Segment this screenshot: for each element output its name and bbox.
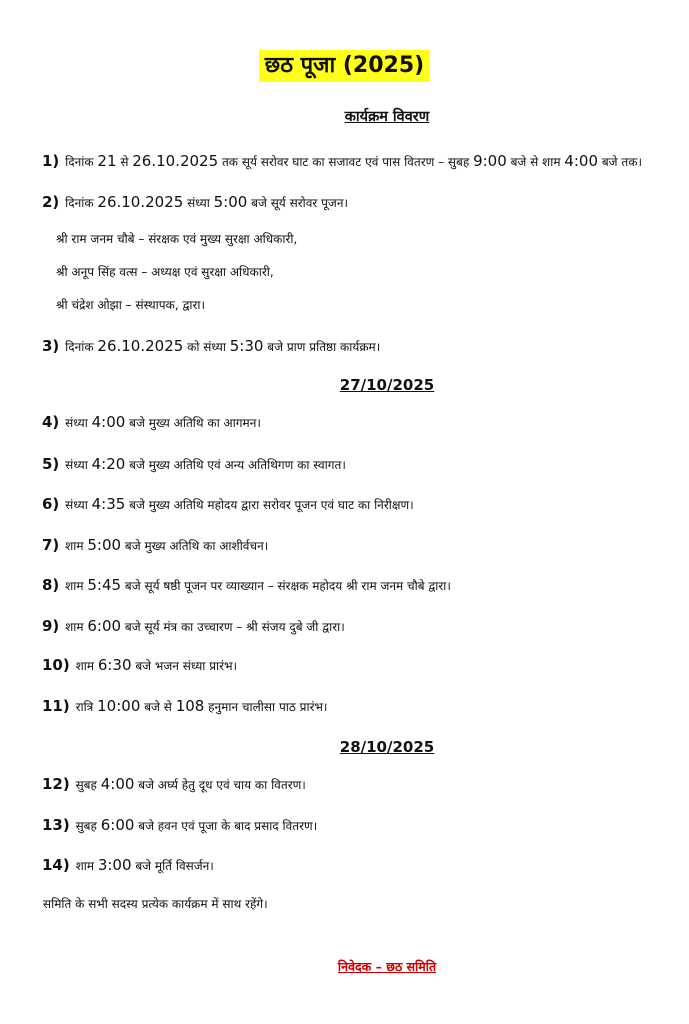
item-text: शाम: [65, 539, 88, 553]
item-text: संध्या: [65, 498, 92, 512]
item-value: 4:00: [91, 413, 126, 431]
list-item-2: [42, 193, 348, 212]
item-text: सुबह: [75, 819, 101, 833]
item-number: 1): [42, 152, 60, 170]
item-number: 10): [42, 656, 70, 674]
item-value: 4:00: [564, 152, 599, 170]
item-text: शाम: [75, 659, 98, 673]
list-item-1: [42, 152, 642, 171]
item-number: 9): [42, 617, 60, 635]
item-number: 2): [42, 193, 60, 211]
date-heading: 27/10/2025: [339, 376, 435, 394]
item-text: शाम: [65, 579, 88, 593]
item-text: बजे हवन एवं पूजा के बाद प्रसाद वितरण।: [134, 819, 318, 833]
item-value: 26.10.2025: [97, 337, 184, 355]
item-text: संध्या: [65, 416, 92, 430]
list-item-9: [42, 617, 345, 636]
item-text: तक सूर्य सरोवर घाट का सजावट एवं पास वितरण – सुबह: [218, 155, 474, 169]
item-number: 14): [42, 856, 70, 874]
item-text: दिनांक: [65, 196, 98, 210]
item-text: बजे सूर्य षष्ठी पूजन पर व्याख्यान – संरक्षक महोदय श्री राम जनम चौबे द्वारा।: [121, 579, 451, 593]
list-item-12: [42, 775, 306, 794]
title-container: [0, 50, 689, 82]
item-text: बजे मूर्ति विसर्जन।: [131, 859, 214, 873]
item-number: 13): [42, 816, 70, 834]
item-number: 12): [42, 775, 70, 793]
item-text: बजे मुख्य अतिथि का आगमन।: [125, 416, 261, 430]
item-value: 26.10.2025: [97, 193, 184, 211]
item-text: हनुमान चालीसा पाठ प्रारंभ।: [204, 700, 328, 714]
item-value: 4:35: [91, 495, 126, 513]
item-text: बजे सूर्य सरोवर पूजन।: [247, 196, 349, 210]
item-text: बजे से: [140, 700, 176, 714]
item-text: बजे अर्घ्य हेतु दूध एवं चाय का वितरण।: [134, 778, 306, 792]
item-value: 5:00: [213, 193, 248, 211]
list-item-3: [42, 337, 380, 356]
item-value: 6:00: [100, 816, 135, 834]
list-item-6: [42, 495, 414, 514]
list-item-4: [42, 413, 261, 432]
item-text: शाम: [75, 859, 98, 873]
item-number: 7): [42, 536, 60, 554]
page-subtitle: कार्यक्रम विवरण: [344, 109, 430, 125]
item-value: 21: [97, 152, 117, 170]
item-text: से: [116, 155, 133, 169]
item-number: 4): [42, 413, 60, 431]
official-line-3: श्री चंद्रेश ओझा – संस्थापक, द्वारा।: [56, 298, 206, 312]
item-text: बजे तक।: [598, 155, 643, 169]
list-item-10: [42, 656, 237, 675]
item-number: 6): [42, 495, 60, 513]
item-number: 11): [42, 697, 70, 715]
list-item-8: [42, 576, 451, 595]
list-item-14: [42, 856, 214, 875]
item-text: दिनांक: [65, 340, 98, 354]
committee-note: समिति के सभी सदस्य प्रत्येक कार्यक्रम में साथ रहेंगे।: [43, 897, 268, 911]
item-text: बजे मुख्य अतिथि महोदय द्वारा सरोवर पूजन एवं घाट का निरीक्षण।: [125, 498, 414, 512]
item-text: दिनांक: [65, 155, 98, 169]
item-text: बजे से शाम: [506, 155, 565, 169]
item-text: बजे भजन संध्या प्रारंभ।: [131, 659, 238, 673]
footer-signature: निवेदक – छठ समिति: [337, 959, 437, 974]
page-title: छठ पूजा (2025): [259, 50, 430, 82]
item-value: 9:00: [473, 152, 507, 170]
item-text: संध्या: [183, 196, 214, 210]
item-value: 6:30: [97, 656, 132, 674]
item-text: संध्या: [65, 458, 92, 472]
item-value: 6:00: [87, 617, 122, 635]
item-text: रात्रि: [75, 700, 98, 714]
item-value: 108: [175, 697, 205, 715]
item-text: बजे प्राण प्रतिष्ठा कार्यक्रम।: [263, 340, 381, 354]
official-line-2: श्री अनूप सिंह वत्स – अध्यक्ष एवं सुरक्षा अधिकारी,: [56, 265, 274, 279]
item-value: 4:00: [100, 775, 135, 793]
list-item-13: [42, 816, 317, 835]
item-value: 5:30: [229, 337, 264, 355]
item-text: सुबह: [75, 778, 101, 792]
date-heading: 28/10/2025: [339, 738, 435, 756]
item-text: बजे मुख्य अतिथि एवं अन्य अतिथिगण का स्वागत।: [125, 458, 346, 472]
list-item-11: [42, 697, 327, 716]
item-text: बजे सूर्य मंत्र का उच्चारण – श्री संजय दुबे जी द्वारा।: [121, 620, 345, 634]
list-item-7: [42, 536, 268, 555]
item-value: 4:20: [91, 455, 126, 473]
item-value: 5:45: [87, 576, 122, 594]
item-text: को संध्या: [183, 340, 230, 354]
item-value: 10:00: [97, 697, 141, 715]
item-number: 3): [42, 337, 60, 355]
item-text: शाम: [65, 620, 88, 634]
item-value: 26.10.2025: [132, 152, 219, 170]
item-text: बजे मुख्य अतिथि का आशीर्वचन।: [121, 539, 269, 553]
official-line-1: श्री राम जनम चौबे – संरक्षक एवं मुख्य सुरक्षा अधिकारी,: [56, 232, 298, 246]
item-number: 8): [42, 576, 60, 594]
item-value: 5:00: [87, 536, 122, 554]
list-item-5: [42, 455, 346, 474]
item-value: 3:00: [97, 856, 132, 874]
item-number: 5): [42, 455, 60, 473]
